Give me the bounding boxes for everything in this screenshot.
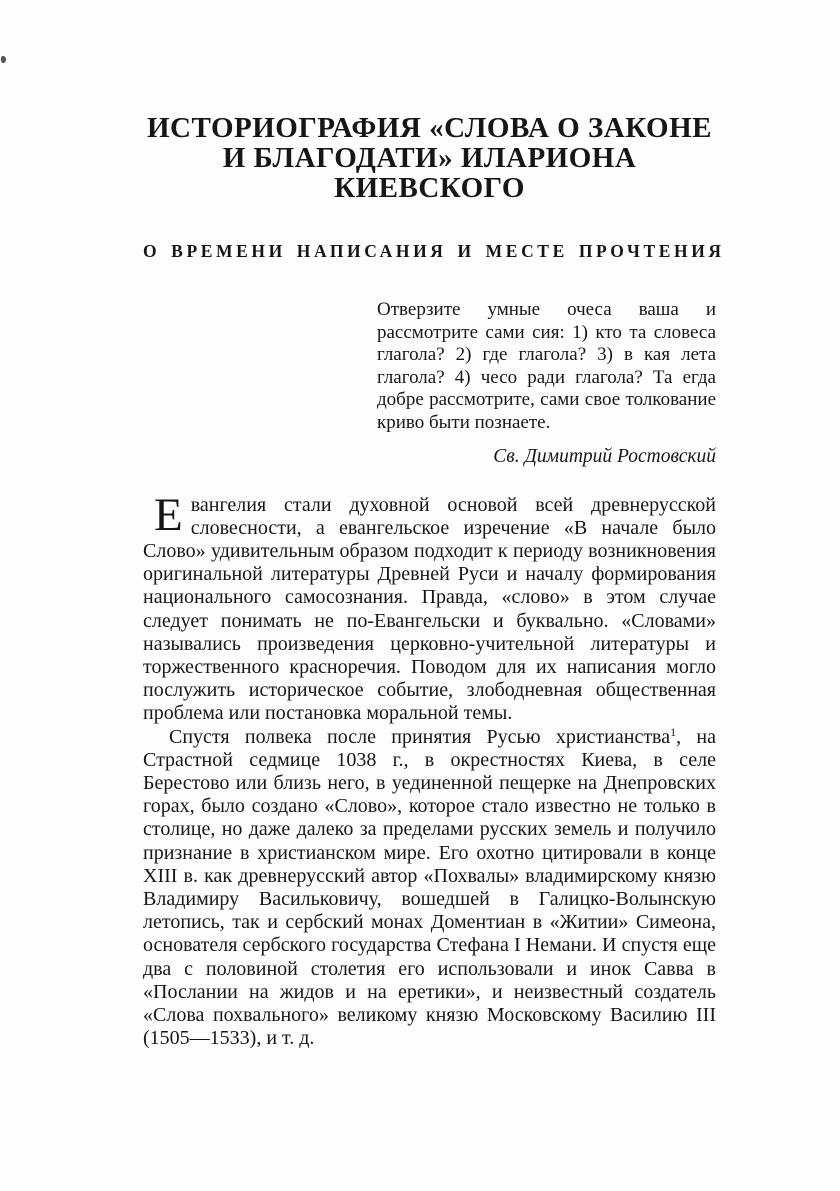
epigraph-quote: Отверзите умные очеса ваша и рассмотрите сами сия: 1) кто та словеса глагола? 2) где глагола? 3) в кая лета глагола? 4) чесо ради глагола? Та егда добре рассмотрите, сами свое толкование криво быти познаете.: [377, 299, 716, 433]
epigraph-attribution: Св. Димитрий Ростовский: [493, 445, 716, 467]
chapter-title-line1: ИСТОРИОГРАФИЯ «СЛОВА О ЗАКОНЕ: [147, 112, 712, 144]
paragraph-second: [143, 726, 716, 1051]
paragraph-second-text-a: Спустя полвека после принятия Русью христианства: [169, 725, 671, 748]
drop-cap: Е: [154, 488, 183, 541]
body-text: [143, 488, 716, 1051]
paragraph-second-text-b: , на Страстной седмице 1038 г., в окрестностях Киева, в селе Берестово или близь него, в уединенной пещерке на Днепровских горах, было создано «Слово», которое стало известно не только в столице, но даже далеко за пределами русских земель и получило признание в христианском мире. Его охотно цитировали в конце XIII в. как древнерусский автор «Похвалы» владимирскому князю Владимиру Васильковичу, вошедшей в Галицко-Волынскую летопись, так и сербский монах Доментиан в «Житии» Симеона, основателя сербского государства Стефана I Немани. И спустя еще два с половиной столетия его использовали и инок Савва в «Послании на жидов и на еретики», и неизвестный создатель «Слова похвального» великому князю Московскому Василию III (1505—1533), и т. д.: [143, 725, 716, 1050]
paragraph-first: [143, 488, 716, 726]
footnote-reference: 1: [670, 724, 677, 739]
section-heading: О ВРЕМЕНИ НАПИСАНИЯ И МЕСТЕ ПРОЧТЕНИЯ: [143, 241, 725, 261]
page-content: [143, 0, 725, 1050]
chapter-title-line2: И БЛАГОДАТИ» ИЛАРИОНА КИЕВСКОГО: [222, 142, 637, 204]
paragraph-first-text: вангелия стали духовной основой всей древнерусской словесности, а евангельское изречение «В начале было Слово» удивительным образом подходит к периоду возникновения оригинальной литературы Древней Руси и началу формирования национального самосознания. Правда, «слово» в этом случае следует понимать не по-Евангельски и буквально. «Словами» назывались произведения церковно-учительной литературы и торжественного красноречия. Поводом для их написания могло послужить историческое событие, злободневная общественная проблема или постановка моральной темы.: [143, 493, 716, 725]
scan-artifact: [1, 56, 6, 63]
chapter-title: [143, 113, 716, 203]
